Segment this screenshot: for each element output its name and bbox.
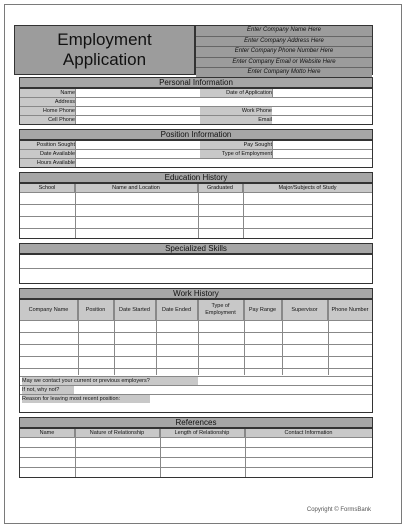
education-col-school: School	[20, 184, 75, 192]
personal-info-heading: Personal Information	[19, 77, 373, 88]
work-history-table	[19, 299, 373, 413]
ref-col-contact: Contact Information	[245, 429, 372, 437]
hours-available-field[interactable]	[77, 160, 197, 167]
date-available-field[interactable]	[77, 151, 197, 158]
education-row[interactable]	[20, 205, 372, 217]
work-row[interactable]	[20, 345, 372, 357]
work-col-date-ended: Date Ended	[156, 300, 198, 320]
position-sought-label: Position Sought	[20, 141, 75, 149]
type-of-employment-label: Type of Employment	[200, 150, 272, 158]
company-email-field[interactable]: Enter Company Email or Website Here	[196, 58, 372, 69]
work-col-position: Position	[78, 300, 114, 320]
work-row[interactable]	[20, 321, 372, 333]
email-field[interactable]	[274, 117, 372, 124]
home-phone-label: Home Phone	[20, 107, 75, 115]
company-name-field[interactable]: Enter Company Name Here	[196, 26, 372, 37]
personal-info-grid	[19, 88, 373, 125]
work-col-type: Type of Employment	[198, 300, 244, 320]
education-col-major: Major/Subjects of Study	[243, 184, 372, 192]
contact-employers-question: May we contact your current or previous employers?	[22, 377, 198, 385]
address-field[interactable]	[77, 99, 372, 106]
reference-row[interactable]	[20, 458, 372, 468]
work-row[interactable]	[20, 369, 372, 377]
type-of-employment-field[interactable]	[274, 151, 372, 158]
work-history-heading: Work History	[19, 288, 373, 299]
references-table	[19, 428, 373, 478]
company-info-box	[195, 25, 373, 75]
cell-phone-field[interactable]	[77, 117, 197, 124]
work-phone-label: Work Phone	[200, 107, 272, 115]
address-label: Address	[20, 98, 75, 106]
education-row[interactable]	[20, 193, 372, 205]
name-label: Name	[20, 89, 75, 97]
company-phone-field[interactable]: Enter Company Phone Number Here	[196, 47, 372, 58]
name-field[interactable]	[77, 90, 197, 97]
ref-col-name: Name	[20, 429, 75, 437]
reason-for-leaving-field[interactable]	[154, 396, 370, 403]
work-row[interactable]	[20, 333, 372, 345]
form-title-line1: Employment	[57, 30, 152, 49]
ref-col-length: Length of Relationship	[160, 429, 245, 437]
form-page	[4, 4, 402, 524]
copyright-footer: Copyright © FormsBank	[306, 507, 371, 513]
skills-heading: Specialized Skills	[19, 243, 373, 254]
education-table	[19, 183, 373, 239]
why-not-field[interactable]	[78, 387, 370, 394]
email-label: Email	[200, 116, 272, 124]
position-sought-field[interactable]	[77, 142, 197, 149]
position-info-grid	[19, 140, 373, 168]
work-col-supervisor: Supervisor	[282, 300, 328, 320]
reference-row[interactable]	[20, 438, 372, 448]
work-row[interactable]	[20, 357, 372, 369]
home-phone-field[interactable]	[77, 108, 197, 115]
education-heading: Education History	[19, 172, 373, 183]
form-title-line2: Application	[62, 50, 147, 69]
education-col-graduated: Graduated	[198, 184, 243, 192]
work-col-pay-range: Pay Range	[244, 300, 282, 320]
form-title-box	[14, 25, 195, 75]
why-not-question: If not, why not?	[22, 386, 74, 394]
cell-phone-label: Cell Phone	[20, 116, 75, 124]
hours-available-label: Hours Available	[20, 159, 75, 167]
work-phone-field[interactable]	[274, 108, 372, 115]
skills-box[interactable]	[19, 254, 373, 284]
contact-employers-field[interactable]	[202, 378, 370, 385]
work-col-phone: Phone Number	[328, 300, 372, 320]
position-info-heading: Position Information	[19, 129, 373, 140]
date-of-application-label: Date of Application	[200, 89, 272, 97]
date-available-label: Date Available	[20, 150, 75, 158]
education-col-name-location: Name and Location	[75, 184, 198, 192]
education-row[interactable]	[20, 217, 372, 229]
references-heading: References	[19, 417, 373, 428]
pay-sought-label: Pay Sought	[200, 141, 272, 149]
company-address-field[interactable]: Enter Company Address Here	[196, 37, 372, 48]
reference-row[interactable]	[20, 448, 372, 458]
company-motto-field[interactable]: Enter Company Motto Here	[196, 68, 372, 78]
work-col-company: Company Name	[20, 300, 78, 320]
ref-col-nature: Nature of Relationship	[75, 429, 160, 437]
pay-sought-field[interactable]	[274, 142, 372, 149]
reason-for-leaving-question: Reason for leaving most recent position:	[22, 395, 150, 403]
work-col-date-started: Date Started	[114, 300, 156, 320]
date-of-application-field[interactable]	[274, 90, 372, 97]
